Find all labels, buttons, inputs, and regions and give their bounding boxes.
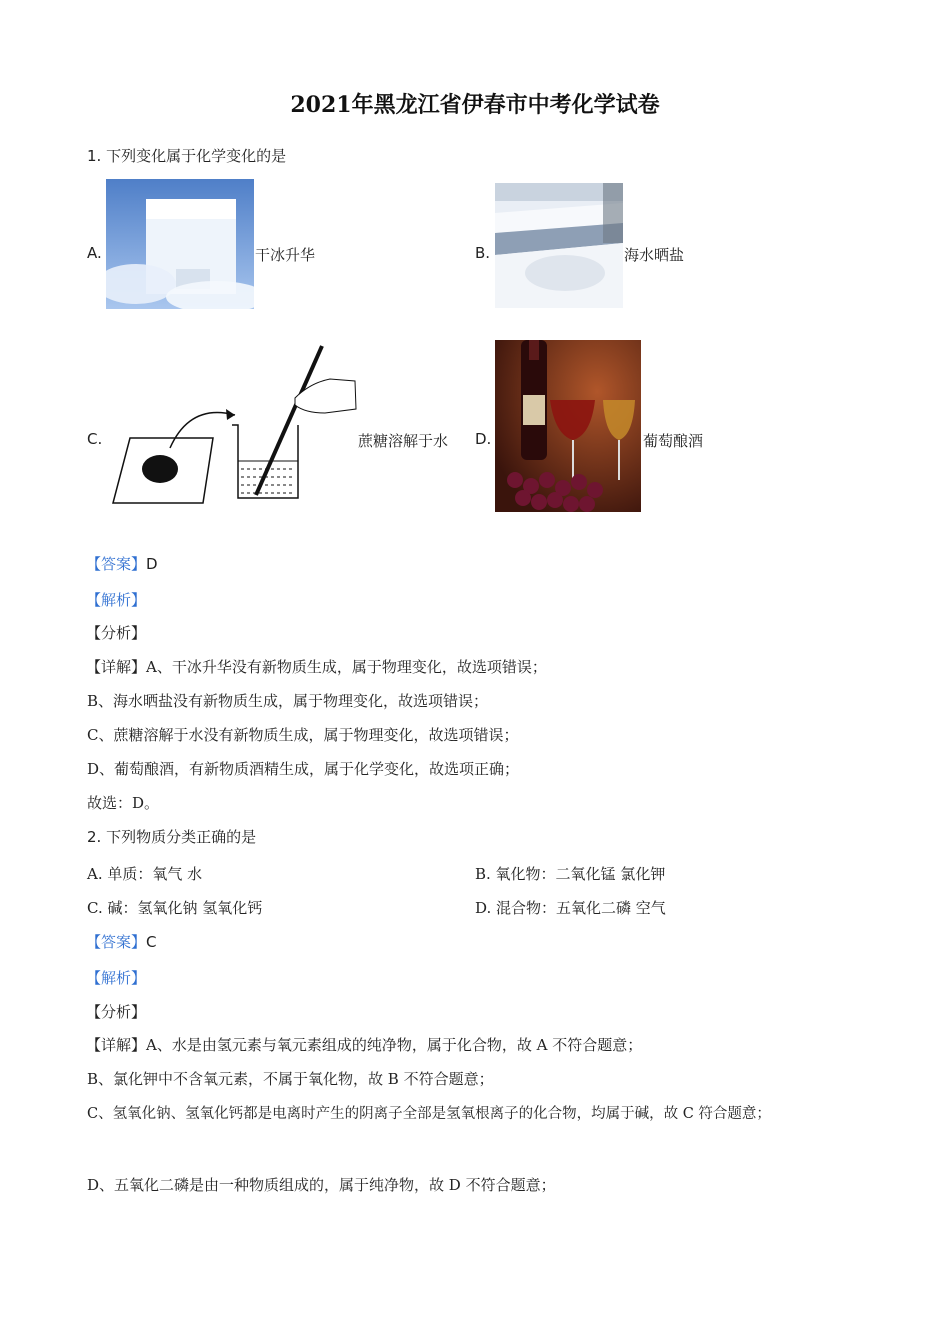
page-title: 2021年黑龙江省伊春市中考化学试卷 xyxy=(290,92,660,118)
sea-salt-photo xyxy=(495,183,623,308)
fenxi-tag: 【分析】 xyxy=(86,1003,147,1021)
q1-answer-line xyxy=(86,553,158,574)
q1-detail-line-1 xyxy=(86,656,547,677)
q2-detail-line-4: D、五氧化二磷是由一种物质组成的，属于纯净物，故 D 不符合题意； xyxy=(87,1176,556,1194)
q2-detail-line-1 xyxy=(86,1034,642,1055)
option-c-caption: 蔗糖溶解于水 xyxy=(358,432,449,450)
q2-option-b: B. 氧化物：二氧化锰 氯化钾 xyxy=(475,865,666,883)
option-b-caption: 海水晒盐 xyxy=(624,246,685,264)
question-1-stem: 1. 下列变化属于化学变化的是 xyxy=(87,147,287,165)
detail-tag: 【详解】 xyxy=(86,1036,147,1054)
option-a-caption: 干冰升华 xyxy=(255,246,316,264)
q1-detail-line-2: B、海水晒盐没有新物质生成，属于物理变化，故选项错误； xyxy=(87,692,489,710)
answer-tag: 【答案】 xyxy=(86,933,147,951)
detail-tag: 【详解】 xyxy=(86,658,147,676)
q1-detail-line-3: C、蔗糖溶解于水没有新物质生成，属于物理变化，故选项错误； xyxy=(87,726,519,744)
jiexi-tag: 【解析】 xyxy=(86,969,147,987)
detail-text: A、水是由氢元素与氧元素组成的纯净物，属于化合物，故 A 不符合题意； xyxy=(146,1036,643,1054)
answer-tag: 【答案】 xyxy=(86,555,147,573)
wine-grapes-photo xyxy=(495,340,641,512)
sugar-dissolving-diagram xyxy=(110,343,360,505)
q2-option-c: C. 碱：氢氧化钠 氢氧化钙 xyxy=(87,899,263,917)
option-d-caption: 葡萄酿酒 xyxy=(643,432,704,450)
q2-answer-line xyxy=(86,931,157,952)
option-c-letter: C. xyxy=(87,430,103,448)
answer-value: C xyxy=(146,933,157,951)
dry-ice-photo xyxy=(106,179,254,309)
q2-detail-line-2: B、氯化钾中不含氧元素，不属于氧化物，故 B 不符合题意； xyxy=(87,1070,494,1088)
q1-detail-line-5: 故选：D。 xyxy=(87,794,160,812)
q2-option-a: A. 单质：氧气 水 xyxy=(87,865,203,883)
detail-text: A、干冰升华没有新物质生成，属于物理变化，故选项错误； xyxy=(146,658,547,676)
option-b-letter: B. xyxy=(475,244,491,262)
option-a-letter: A. xyxy=(87,244,102,262)
question-2-stem: 2. 下列物质分类正确的是 xyxy=(87,828,257,846)
option-d-letter: D. xyxy=(475,430,492,448)
answer-value: D xyxy=(146,555,158,573)
q1-detail-line-4: D、葡萄酿酒，有新物质酒精生成，属于化学变化，故选项正确； xyxy=(87,760,520,778)
q2-option-d: D. 混合物：五氧化二磷 空气 xyxy=(475,899,666,917)
jiexi-tag: 【解析】 xyxy=(86,591,147,609)
fenxi-tag: 【分析】 xyxy=(86,624,147,642)
q2-detail-line-3: C、氢氧化钠、氢氧化钙都是电离时产生的阴离子全部是氢氧根离子的化合物，均属于碱，故 C 符合题意； xyxy=(87,1106,771,1122)
